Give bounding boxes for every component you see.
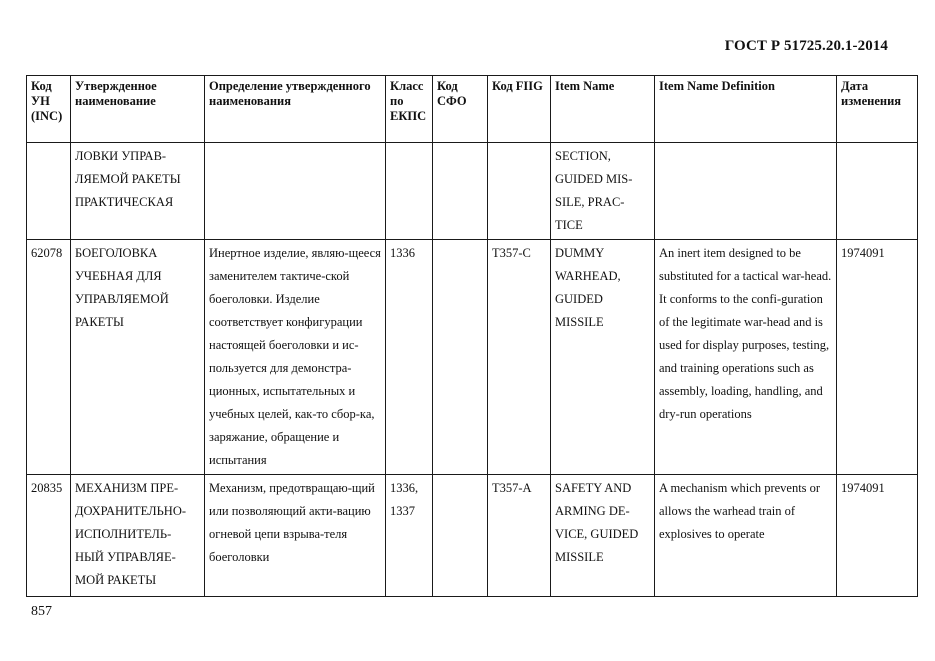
cell-item-name <box>551 143 655 240</box>
cell-definition <box>205 240 386 475</box>
cell-inc-code: 62078 <box>27 240 71 475</box>
col-header-change-date: Дата изменения <box>837 76 918 143</box>
definition-text: Механизм, предотвращаю-щий или позволяющий акти-вацию огневой цепи взрыва-теля боеголовки <box>209 481 375 564</box>
cell-sfo-code <box>433 240 488 475</box>
table-row <box>27 475 918 597</box>
col-header-inc: Код УН (INC) <box>27 76 71 143</box>
cell-ekps-class <box>386 143 433 240</box>
cell-definition <box>205 143 386 240</box>
cell-approved-name <box>71 475 205 597</box>
classification-table <box>26 75 918 597</box>
item-name-text: DUMMY WARHEAD, GUIDED MISSILE <box>555 246 621 329</box>
col-header-approved-name: Утвержденное наименование <box>71 76 205 143</box>
cell-sfo-code <box>433 475 488 597</box>
cell-item-name-definition <box>655 143 837 240</box>
cell-sfo-code <box>433 143 488 240</box>
table-row <box>27 240 918 475</box>
cell-ekps-class: 1336 <box>386 240 433 475</box>
cell-change-date: 1974091 <box>837 475 918 597</box>
cell-approved-name <box>71 143 205 240</box>
cell-change-date <box>837 143 918 240</box>
cell-fiig-code: T357-C <box>488 240 551 475</box>
cell-item-name-definition <box>655 475 837 597</box>
cell-definition <box>205 475 386 597</box>
cell-fiig-code: T357-A <box>488 475 551 597</box>
cell-inc-code: 20835 <box>27 475 71 597</box>
col-header-sfo-code: Код СФО <box>433 76 488 143</box>
col-header-item-name-definition: Item Name Definition <box>655 76 837 143</box>
cell-item-name <box>551 475 655 597</box>
cell-fiig-code <box>488 143 551 240</box>
table-header-row <box>27 76 918 143</box>
col-header-item-name: Item Name <box>551 76 655 143</box>
col-header-definition: Определение утвержденного наименования <box>205 76 386 143</box>
item-name-text: SAFETY AND ARMING DE-VICE, GUIDED MISSILE <box>555 481 639 564</box>
item-definition-text: A mechanism which prevents or allows the warhead train of explosives to operate <box>659 481 821 541</box>
cell-item-name <box>551 240 655 475</box>
cell-item-name-definition <box>655 240 837 475</box>
approved-name-text: БОЕГОЛОВКА УЧЕБНАЯ ДЛЯ УПРАВЛЯЕМОЙ РАКЕТЫ <box>75 246 169 329</box>
cell-approved-name <box>71 240 205 475</box>
document-id: ГОСТ Р 51725.20.1-2014 <box>724 38 888 54</box>
definition-text: Инертное изделие, являю-щееся заменителем тактиче-ской боеголовки. Изделие соответствует конфигурации настоящей боеголовки и ис-пользуется для демонстра-ционных, испытательных и учебных целей, как-то сбор-ка, заряжание, обращение и испытания <box>209 246 381 467</box>
table-row <box>27 143 918 240</box>
cell-inc-code <box>27 143 71 240</box>
col-header-fiig-code: Код FIIG <box>488 76 551 143</box>
approved-name-text: МЕХАНИЗМ ПРЕ-ДОХРАНИТЕЛЬНО-ИСПОЛНИТЕЛЬ-НЫЙ УПРАВЛЯЕ-МОЙ РАКЕТЫ <box>75 481 187 587</box>
cell-change-date: 1974091 <box>837 240 918 475</box>
item-definition-text: An inert item designed to be substituted for a tactical war-head. It conforms to the confi-guration of the legitimate war-head and is used for display purposes, testing, and training operations such as assembly, loading, handling, and dry-run operations <box>659 246 832 421</box>
item-name-text: SECTION, GUIDED MIS-SILE, PRAC-TICE <box>555 149 633 232</box>
approved-name-text: ЛОВКИ УПРАВ-ЛЯЕМОЙ РАКЕТЫ ПРАКТИЧЕСКАЯ <box>75 149 181 209</box>
cell-ekps-class: 1336, 1337 <box>386 475 433 597</box>
page-number: 857 <box>31 604 52 619</box>
col-header-ekps-class: Класс по ЕКПС <box>386 76 433 143</box>
